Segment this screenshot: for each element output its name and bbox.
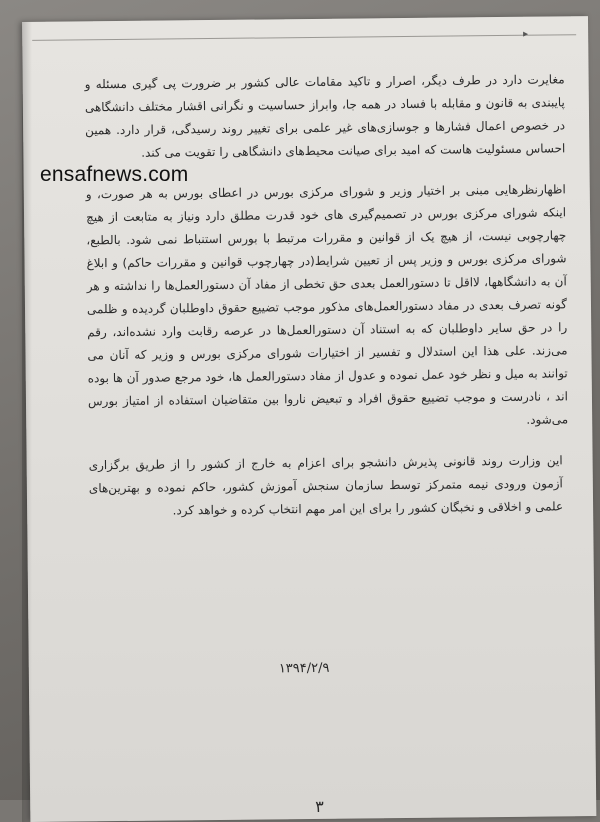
document-page	[22, 16, 596, 822]
paragraph-1: مغایرت دارد در طرف دیگر، اصرار و تاکید مقامات عالی کشور بر ضرورت پی گیری مسئله و پایبندی به قانون و مقابله با فساد در همه جا، وابراز حساسیت و نگرانی اقشار مختلف دانشگاهی در خصوص اعمال فشارها و جوسازی‌های غیر علمی برای تغییر روند رسیدگی، قرار دارد. همین احساس مسئولیت هاست که امید برای صیانت محیط‌های دانشگاهی را تقویت می کند.	[84, 72, 566, 160]
page-edge-shadow	[22, 22, 32, 822]
document-body	[85, 68, 570, 541]
page-top-rule	[32, 34, 576, 41]
watermark-text: ensafnews.com	[40, 163, 189, 186]
paragraph-3: این وزارت روند قانونی پذیرش دانشجو برای اعزام به خارج از کشور را از طریق برگزاری آزمون ورودی نیمه متمرکز توسط سازمان سنجش آموزش کشور، حاکم نموده و بهترین‌های علمی و اخلاقی و نخبگان کشور را برای این امر مهم انتخاب کرده و خواهد کرد.	[88, 453, 564, 518]
document-date: ۱۳۹۴/۲/۹	[278, 660, 330, 677]
paragraph-2: اظهارنظرهایی مبنی بر اختیار وزیر و شورای مرکزی بورس در اعطای بورس به هر صورت، و اینکه شورای مرکزی بورس در تصمیم‌گیری های خود قدرت مطلق دارد ونیاز به متابعت از هیچ چهارچوبی نیست، از هیچ یک از قوانین و مقررات مرتبط با بورس استنباط نمی شود. بالطبع، شورای مرکزی بورس و وزیر پس از تعیین شرایط(در چهارچوب قوانین و مقررات حاکم) و ابلاغ آن به دانشگاهها، لااقل تا دستورالعمل بعدی حق تخطی از مفاد آن دستورالعمل‌ها را نداشته و هر گونه تصرف بعدی در مفاد دستورالعمل‌های مذکور موجب تضییع حقوق داوطلبان گردیده و ظلمی را در حق سایر داوطلبان که به استناد آن دستورالعمل‌ها در عرصه رقابت وارد نشده‌اند، رقم می‌زند. علی هذا این استدلال و تفسیر از اختیارات شورای مرکزی بورس و وزیر که آنان می توانند به میل و نظر خود عمل نموده و عدول از مفاد دستورالعمل ها، خود مرجع صدور آن ها بوده اند ، نادرست و موجب تضییع حقوق افراد و تبعیض ناروا بین متقاضیان استفاده از امتیاز بورس می‌شود.	[85, 182, 569, 427]
page-corner-mark: ▸	[523, 28, 529, 40]
page-number: ۳	[315, 796, 324, 816]
